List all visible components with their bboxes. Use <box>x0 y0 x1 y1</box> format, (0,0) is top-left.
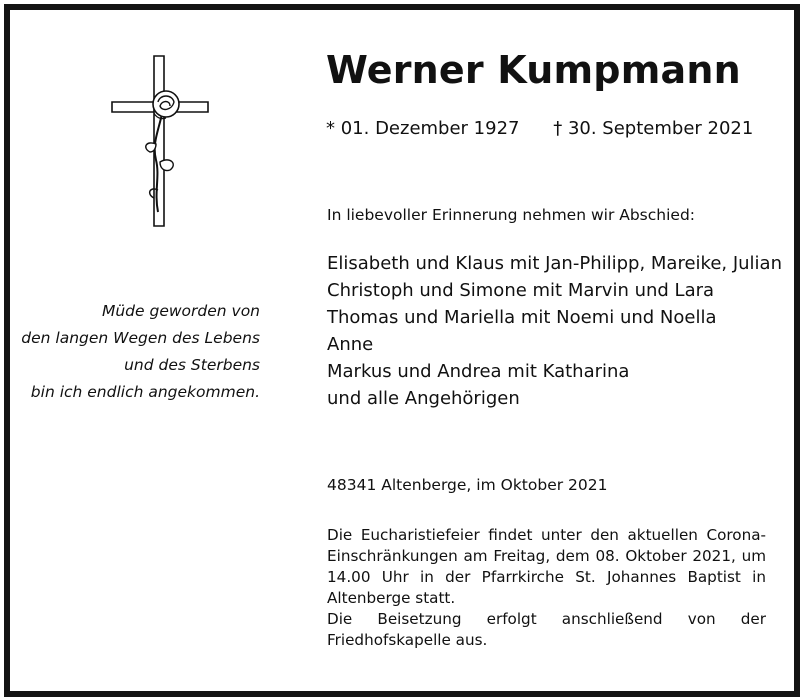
deceased-name: Werner Kumpmann <box>326 48 741 92</box>
family-line: Markus und Andrea mit Katharina <box>327 361 630 382</box>
poem-line: bin ich endlich angekommen. <box>30 383 260 401</box>
family-line: Elisabeth und Klaus mit Jan-Philipp, Mareike, Julian <box>327 253 782 274</box>
cross-with-rose-icon <box>108 52 213 230</box>
poem-line: den langen Wegen des Lebens <box>21 329 260 347</box>
family-line: Anne <box>327 334 374 355</box>
life-dates <box>326 118 753 139</box>
service-information <box>327 525 766 651</box>
poem-line: und des Sterbens <box>124 356 260 374</box>
farewell-intro: In liebevoller Erinnerung nehmen wir Abschied: <box>327 206 696 224</box>
family-line: und alle Angehörigen <box>327 388 520 409</box>
burial-paragraph: Die Beisetzung erfolgt anschließend von der Friedhofskapelle aus. <box>327 610 766 649</box>
place-and-date: 48341 Altenberge, im Oktober 2021 <box>327 476 608 494</box>
poem-line: Müde geworden von <box>101 302 260 320</box>
family-line: Thomas und Mariella mit Noemi und Noella <box>327 307 717 328</box>
memorial-poem <box>21 298 260 406</box>
family-line: Christoph und Simone mit Marvin und Lara <box>327 280 715 301</box>
service-paragraph: Die Eucharistiefeier findet unter den aktuellen Corona-Einschränkungen am Freitag, dem 08. Oktober 2021, um 14.00 Uhr in der Pfarrkirche St. Johannes Baptist in Altenberge statt. <box>327 526 766 607</box>
birth-date: * 01. Dezember 1927 <box>326 118 520 139</box>
death-date: † 30. September 2021 <box>553 118 754 139</box>
family-list <box>327 250 782 412</box>
